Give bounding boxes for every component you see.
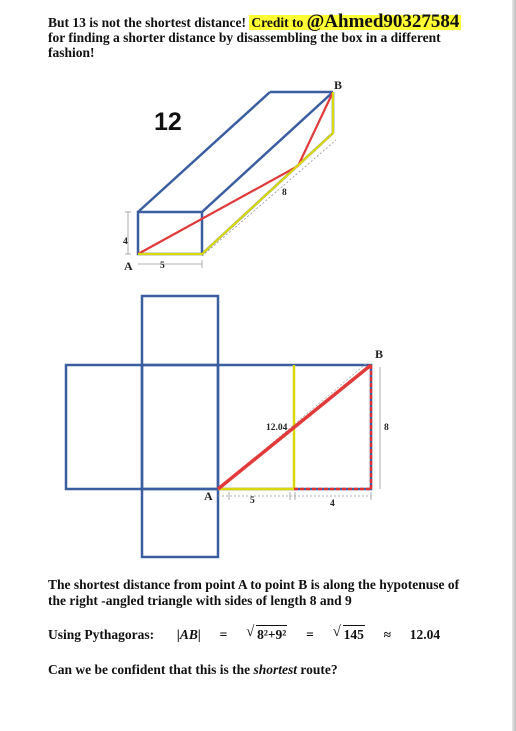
formula-equals-2: = <box>306 627 314 642</box>
formula-abs-ab: |AB| <box>176 627 201 642</box>
net-face-left <box>66 365 142 489</box>
net-point-b-label: B <box>375 347 384 361</box>
point-a-label: A <box>124 259 133 273</box>
formula-equals-1: = <box>219 627 228 642</box>
closing-question <box>48 662 338 678</box>
header-rest: for finding a shorter distance by disassembling the box in a different fashion! <box>48 30 441 60</box>
net-side-label: 8 <box>384 423 389 433</box>
credit-prefix: Credit to <box>251 15 307 30</box>
point-b-label: B <box>334 78 343 92</box>
net-base-left-label: 5 <box>250 496 255 506</box>
top-figure-big-label: 12 <box>154 108 182 136</box>
dim-diagonal-label: 8 <box>282 188 287 198</box>
net-point-a-label: A <box>204 489 213 503</box>
net-face-center <box>142 365 218 489</box>
formula-radicand-1: 8²+9² <box>257 627 287 642</box>
formula-prefix: Using Pythagoras: <box>48 627 155 642</box>
formula-result: 12.04 <box>409 627 441 642</box>
net-hypotenuse-label: 12.04 <box>266 423 288 433</box>
formula-sqrt-1 <box>246 625 287 644</box>
dim-width-label: 5 <box>160 261 165 271</box>
header-intro: But 13 is not the shortest distance! <box>48 15 250 30</box>
net-base-right-label: 4 <box>330 499 335 509</box>
question-emphasis: shortest <box>253 662 298 677</box>
pythagoras-formula <box>48 625 478 644</box>
credit-handle: @Ahmed90327584 <box>306 11 460 32</box>
explanation-text: The shortest distance from point A to point B is along the hypotenuse of the right -angled triangle with sides of length 8 and 9 <box>48 577 460 608</box>
formula-radicand-2: 145 <box>343 627 364 642</box>
question-before: Can we be confident that this is the <box>48 662 254 677</box>
question-after: route? <box>297 662 338 677</box>
formula-sqrt-2 <box>333 625 365 644</box>
dim-height-label: 4 <box>123 237 128 247</box>
net-face-top <box>142 296 218 365</box>
formula-approx: ≈ <box>383 627 391 642</box>
